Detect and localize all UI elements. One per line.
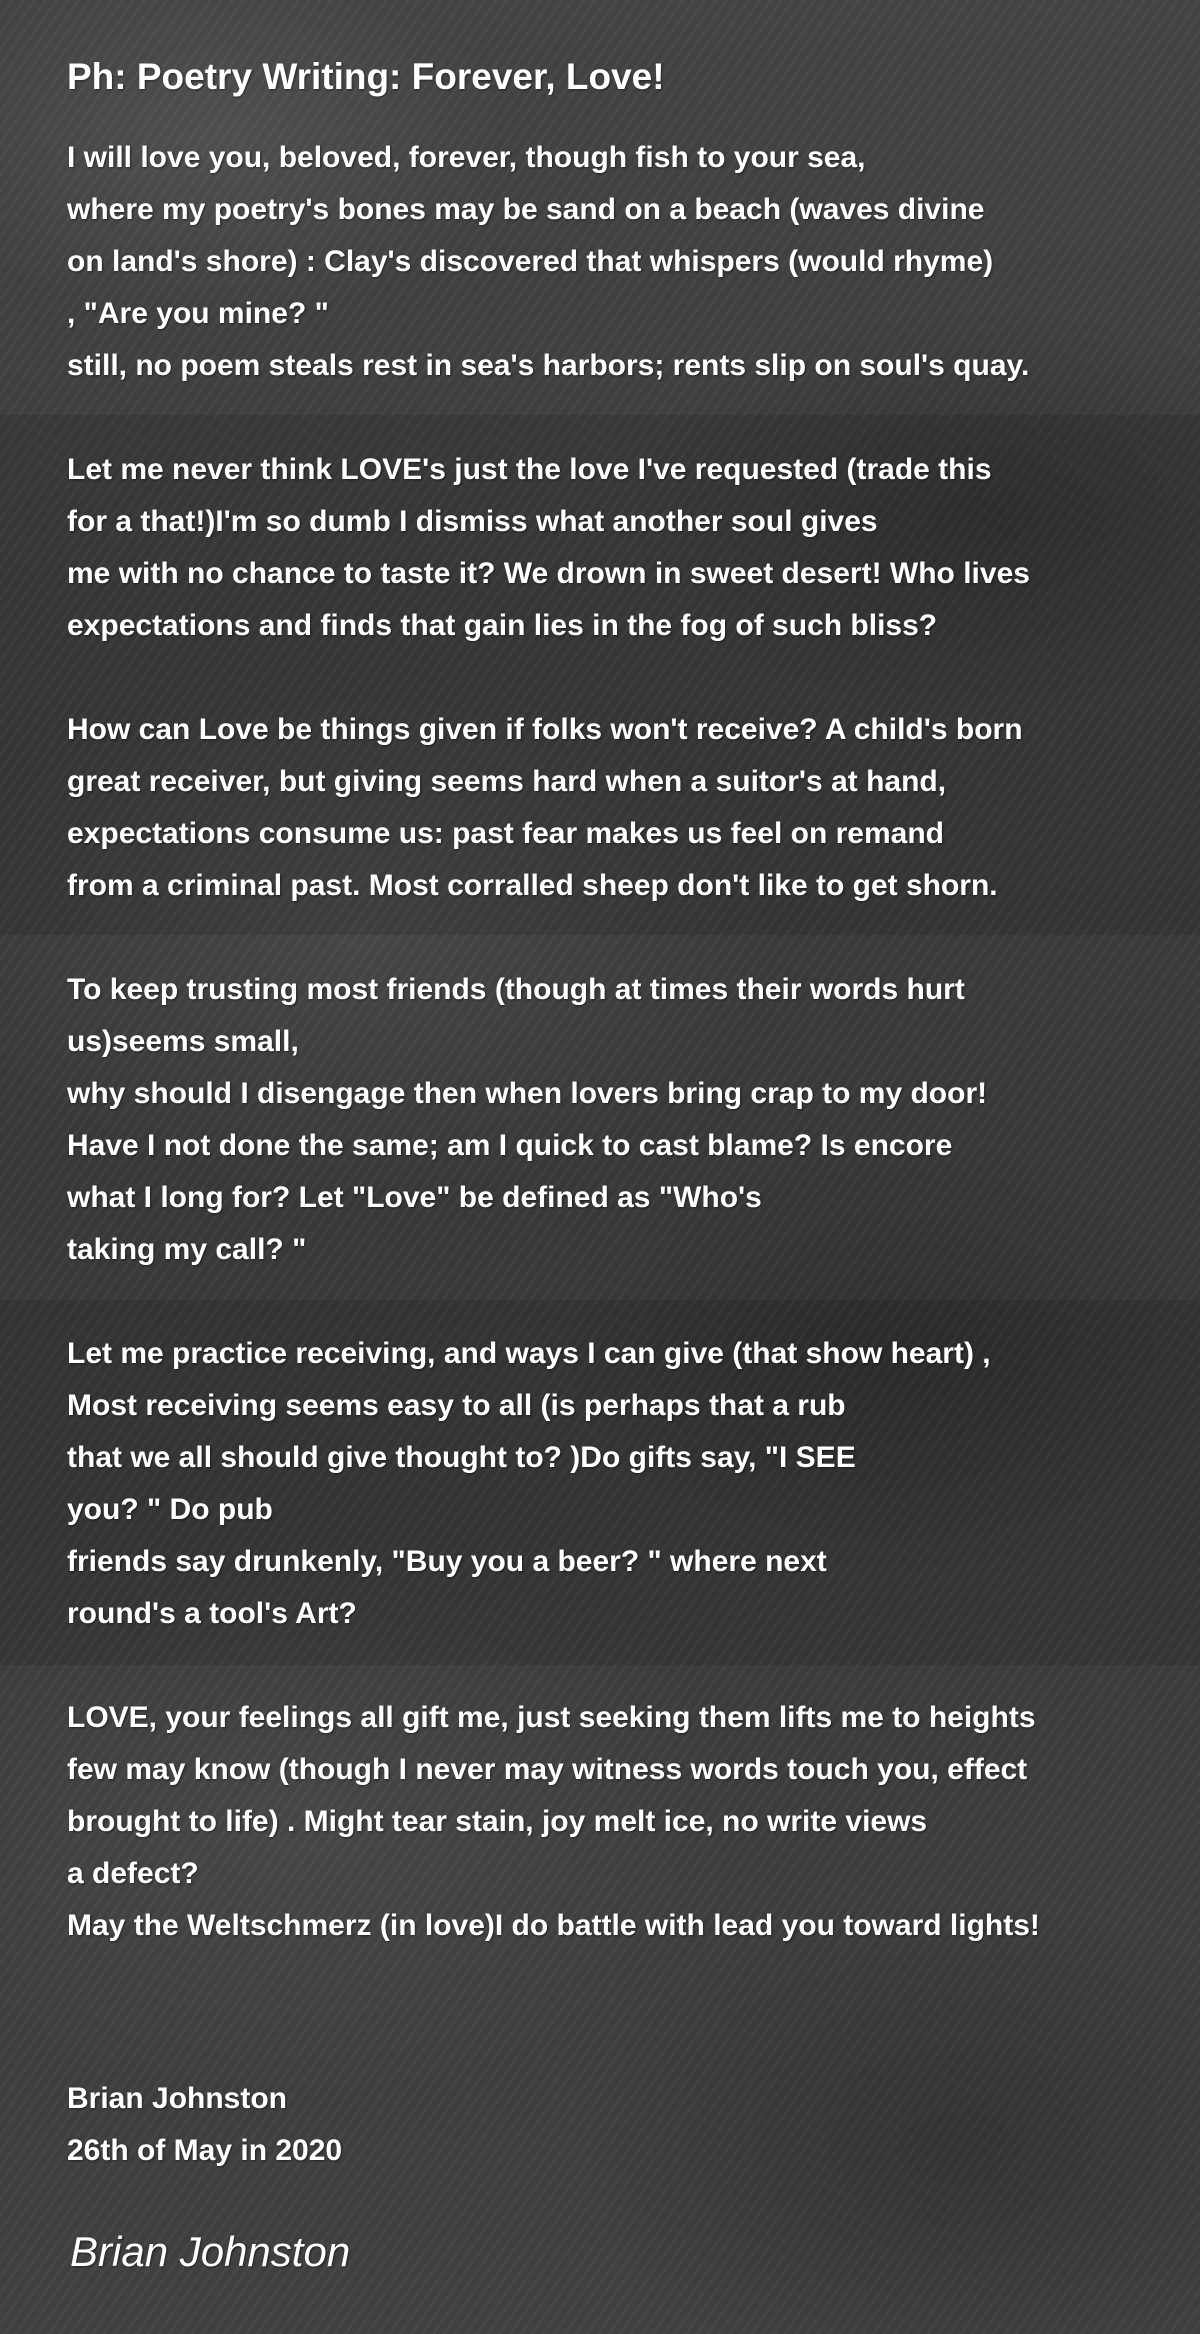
poem-line: I will love you, beloved, forever, though fish to your sea,: [67, 141, 866, 174]
poem-line: great receiver, but giving seems hard when a suitor's at hand,: [67, 765, 947, 798]
poem-line: round's a tool's Art?: [67, 1597, 357, 1630]
poem-line: friends say drunkenly, "Buy you a beer? " where next: [67, 1545, 827, 1578]
poem-line: Most receiving seems easy to all (is perhaps that a rub: [67, 1389, 846, 1422]
poem-line: How can Love be things given if folks won't receive? A child's born: [67, 713, 1023, 746]
poem-title: Ph: Poetry Writing: Forever, Love!: [67, 56, 665, 97]
stanza-5: [67, 1328, 1167, 1640]
poem-line: why should I disengage then when lovers bring crap to my door!: [67, 1077, 988, 1110]
poem-line: a defect?: [67, 1857, 199, 1890]
stanza-3: [67, 704, 1167, 912]
poem-line: where my poetry's bones may be sand on a beach (waves divine: [67, 193, 985, 226]
stanza-6: [67, 1692, 1167, 1952]
poem-line: expectations and finds that gain lies in the fog of such bliss?: [67, 609, 938, 642]
poem-container: [67, 40, 1167, 2004]
poem-line: on land's shore) : Clay's discovered that whispers (would rhyme): [67, 245, 994, 278]
poem-line: taking my call? ": [67, 1233, 307, 1266]
stanza-2: [67, 444, 1167, 652]
poem-line: expectations consume us: past fear makes us feel on remand: [67, 817, 944, 850]
author-name: Brian Johnston: [67, 2082, 288, 2115]
poem-line: Have I not done the same; am I quick to cast blame? Is encore: [67, 1129, 953, 1162]
poem-line: Let me never think LOVE's just the love I've requested (trade this: [67, 453, 992, 486]
poem-line: that we all should give thought to? )Do gifts say, "I SEE: [67, 1441, 856, 1474]
poem-line: To keep trusting most friends (though at times their words hurt: [67, 973, 965, 1006]
poem-line: for a that!)I'm so dumb I dismiss what another soul gives: [67, 505, 878, 538]
poem-line: LOVE, your feelings all gift me, just seeking them lifts me to heights: [67, 1701, 1036, 1734]
poem-line: what I long for? Let "Love" be defined as "Who's: [67, 1181, 762, 1214]
poem-body: [67, 132, 1167, 1952]
stanza-4: [67, 964, 1167, 1276]
poem-line: me with no chance to taste it? We drown in sweet desert! Who lives: [67, 557, 1030, 590]
poem-line: few may know (though I never may witness words touch you, effect: [67, 1753, 1028, 1786]
poem-date: 26th of May in 2020: [67, 2134, 343, 2167]
stanza-1: [67, 132, 1167, 392]
poem-line: May the Weltschmerz (in love)I do battle with lead you toward lights!: [67, 1909, 1040, 1942]
poem-line: Let me practice receiving, and ways I can give (that show heart) ,: [67, 1337, 991, 1370]
poem-line: still, no poem steals rest in sea's harbors; rents slip on soul's quay.: [67, 349, 1030, 382]
poem-line: you? " Do pub: [67, 1493, 273, 1526]
poem-line: , "Are you mine? ": [67, 297, 329, 330]
poem-line: from a criminal past. Most corralled sheep don't like to get shorn.: [67, 869, 998, 902]
author-signature: Brian Johnston: [70, 2228, 351, 2275]
poem-line: us)seems small,: [67, 1025, 299, 1058]
poem-line: brought to life) . Might tear stain, joy melt ice, no write views: [67, 1805, 928, 1838]
author-block: [67, 2073, 342, 2177]
